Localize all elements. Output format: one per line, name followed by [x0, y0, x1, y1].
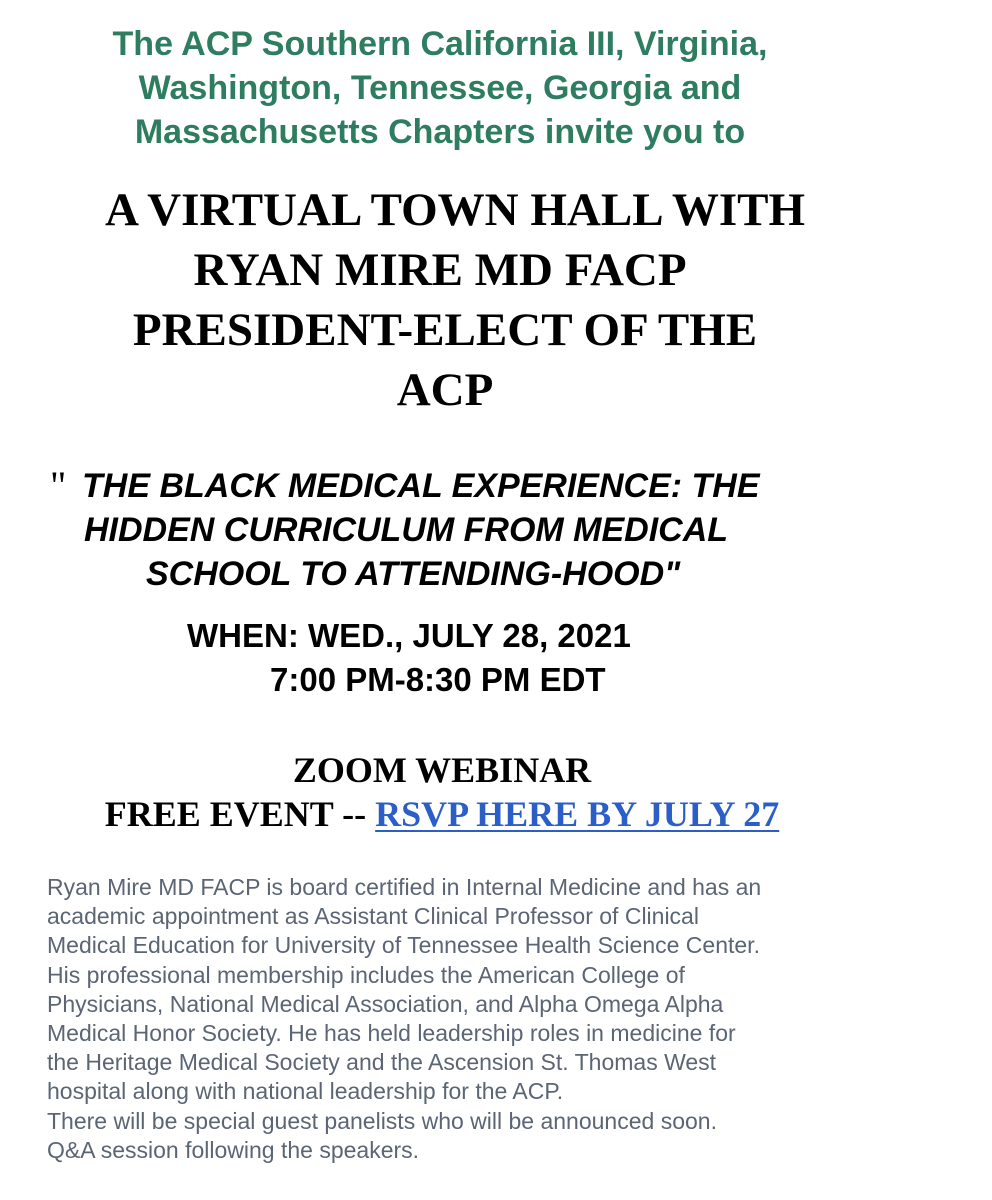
invitation-line-2: Washington, Tennessee, Georgia and [138, 69, 742, 107]
talk-open-quote: " [50, 463, 67, 508]
event-headline [0, 180, 910, 420]
bio-line: Physicians, National Medical Association, and Alpha Omega Alpha [47, 990, 724, 1017]
event-details [0, 748, 884, 836]
event-when [0, 614, 992, 702]
speaker-bio [47, 873, 977, 1165]
event-date: WHEN: WED., JULY 28, 2021 [187, 617, 631, 654]
bio-line: Medical Education for University of Tennessee Health Science Center. [47, 932, 760, 959]
bio-line: Ryan Mire MD FACP is board certified in Internal Medicine and has an [47, 874, 762, 900]
free-event-label: FREE EVENT -- [104, 794, 367, 834]
rsvp-line [0, 792, 884, 836]
headline-line-1: A VIRTUAL TOWN HALL WITH [104, 184, 806, 236]
chapters-invitation [0, 22, 880, 154]
bio-line: Medical Honor Society. He has held leadership roles in medicine for [47, 1020, 736, 1047]
bio-line: Q&A session following the speakers. [47, 1136, 420, 1163]
event-time: 7:00 PM-8:30 PM EDT [270, 661, 606, 698]
headline-line-2: RYAN MIRE MD FACP [193, 244, 687, 296]
bio-line: academic appointment as Assistant Clinical Professor of Clinical [47, 903, 699, 930]
headline-line-3: PRESIDENT-ELECT OF THE [132, 304, 758, 356]
bio-line: hospital along with national leadership for the ACP. [47, 1078, 564, 1105]
talk-title-line-1: THE BLACK MEDICAL EXPERIENCE: THE [82, 467, 760, 505]
bio-line: His professional membership includes the American College of [47, 961, 685, 988]
talk-title-line-3: SCHOOL TO ATTENDING-HOOD" [146, 555, 681, 593]
rsvp-link[interactable]: RSVP HERE BY JULY 27 [375, 794, 780, 834]
event-format: ZOOM WEBINAR [292, 750, 592, 790]
bio-line: the Heritage Medical Society and the Ascension St. Thomas West [47, 1049, 717, 1076]
bio-line: There will be special guest panelists who will be announced soon. [47, 1107, 717, 1134]
headline-line-4: ACP [396, 364, 494, 416]
talk-title-line-2: HIDDEN CURRICULUM FROM MEDICAL [84, 511, 729, 549]
invitation-line-1: The ACP Southern California III, Virginia, [112, 25, 768, 63]
invitation-line-3: Massachusetts Chapters invite you to [134, 113, 746, 151]
talk-title [0, 464, 992, 596]
